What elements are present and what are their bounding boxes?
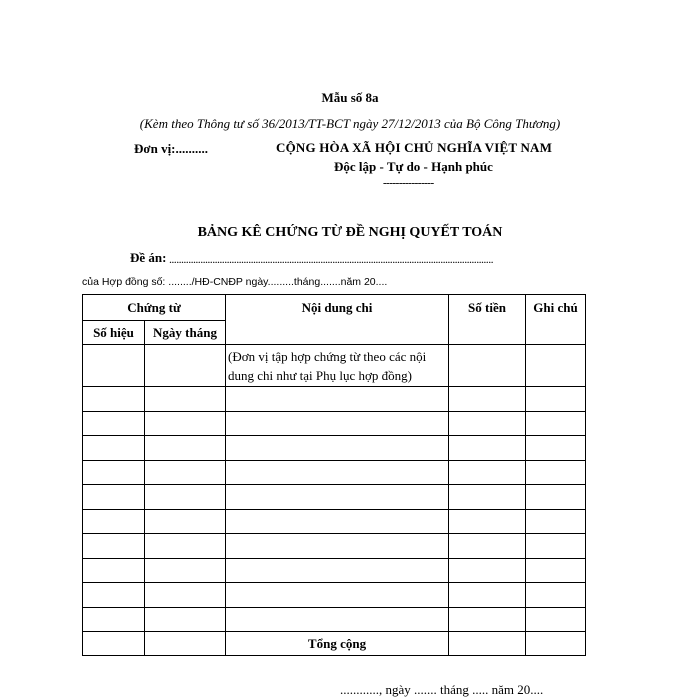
table-cell (145, 387, 226, 412)
voucher-date-header: Ngày tháng (145, 321, 226, 345)
table-cell (449, 460, 526, 485)
project-fill-line: ....................................................................................................................................... (169, 252, 494, 266)
table-cell (449, 509, 526, 534)
table-cell (145, 632, 226, 656)
unit-label: Đơn vị:.......... (134, 141, 209, 156)
project-label: Đề án: (130, 250, 167, 265)
table-row (83, 436, 586, 461)
table-cell (526, 632, 586, 656)
contract-line: của Hợp đồng số: ......../HĐ-CNĐP ngày.........tháng.......năm 20.... (82, 276, 388, 288)
motto-rule: ---------------- (383, 177, 434, 189)
table-cell (226, 558, 449, 583)
table-cell (526, 460, 586, 485)
table-cell (526, 345, 586, 387)
country-name: CỘNG HÒA XÃ HỘI CHỦ NGHĨA VIỆT NAM (276, 140, 553, 155)
table-cell (145, 583, 226, 608)
table-cell (226, 485, 449, 510)
table-cell (449, 558, 526, 583)
table-cell (449, 387, 526, 412)
table-row (83, 460, 586, 485)
total-row (83, 632, 586, 656)
table-cell (526, 411, 586, 436)
table-cell (226, 436, 449, 461)
table-cell (526, 509, 586, 534)
voucher-table (82, 294, 586, 656)
form-number: Mẫu số 8a (321, 90, 379, 105)
table-cell (83, 436, 145, 461)
table-cell (145, 485, 226, 510)
table-cell (83, 558, 145, 583)
table-row (83, 345, 586, 387)
total-label: Tổng cộng (226, 632, 449, 656)
table-cell (449, 345, 526, 387)
table-cell (226, 534, 449, 559)
table-cell (83, 345, 145, 387)
table-row (83, 607, 586, 632)
table-cell (226, 411, 449, 436)
table-row (83, 509, 586, 534)
table-cell (449, 534, 526, 559)
table-cell (226, 387, 449, 412)
note-header: Ghi chú (526, 295, 586, 345)
table-cell (226, 583, 449, 608)
table-cell (83, 387, 145, 412)
table-cell (526, 436, 586, 461)
table-cell (449, 583, 526, 608)
table-cell (449, 632, 526, 656)
voucher-group-header: Chứng từ (83, 295, 226, 321)
table-row (83, 387, 586, 412)
table-cell (145, 509, 226, 534)
instruction-cell: (Đơn vị tập hợp chứng từ theo các nội dung chi như tại Phụ lục hợp đồng) (226, 345, 449, 387)
table-cell (449, 485, 526, 510)
table-cell (526, 607, 586, 632)
table-cell (526, 583, 586, 608)
table-cell (526, 387, 586, 412)
table-cell (226, 607, 449, 632)
attachment-note: (Kèm theo Thông tư số 36/2013/TT-BCT ngày 27/12/2013 của Bộ Công Thương) (139, 116, 561, 131)
table-cell (145, 558, 226, 583)
table-cell (145, 436, 226, 461)
amount-header: Số tiền (449, 295, 526, 345)
table-cell (526, 558, 586, 583)
table-row (83, 485, 586, 510)
table-cell (145, 345, 226, 387)
table-row (83, 558, 586, 583)
table-cell (145, 534, 226, 559)
table-cell (449, 411, 526, 436)
table-cell (83, 607, 145, 632)
motto: Độc lập - Tự do - Hạnh phúc (334, 159, 493, 174)
table-row (83, 411, 586, 436)
date-line: ............, ngày ....... tháng ..... năm 20.... (340, 682, 544, 697)
table-cell (83, 509, 145, 534)
document-title: BẢNG KÊ CHỨNG TỪ ĐỀ NGHỊ QUYẾT TOÁN (197, 225, 503, 240)
table-cell (83, 632, 145, 656)
table-cell (145, 411, 226, 436)
table-row (83, 534, 586, 559)
table-row (83, 583, 586, 608)
table-cell (449, 436, 526, 461)
table-cell (83, 534, 145, 559)
table-cell (526, 485, 586, 510)
table-cell (226, 460, 449, 485)
content-header: Nội dung chi (226, 295, 449, 345)
table-cell (83, 411, 145, 436)
table-cell (226, 509, 449, 534)
voucher-number-header: Số hiệu (83, 321, 145, 345)
table-cell (83, 583, 145, 608)
table-cell (83, 460, 145, 485)
table-cell (83, 485, 145, 510)
table-cell (145, 460, 226, 485)
table-cell (449, 607, 526, 632)
header-row (83, 295, 586, 321)
table-cell (145, 607, 226, 632)
table-cell (526, 534, 586, 559)
